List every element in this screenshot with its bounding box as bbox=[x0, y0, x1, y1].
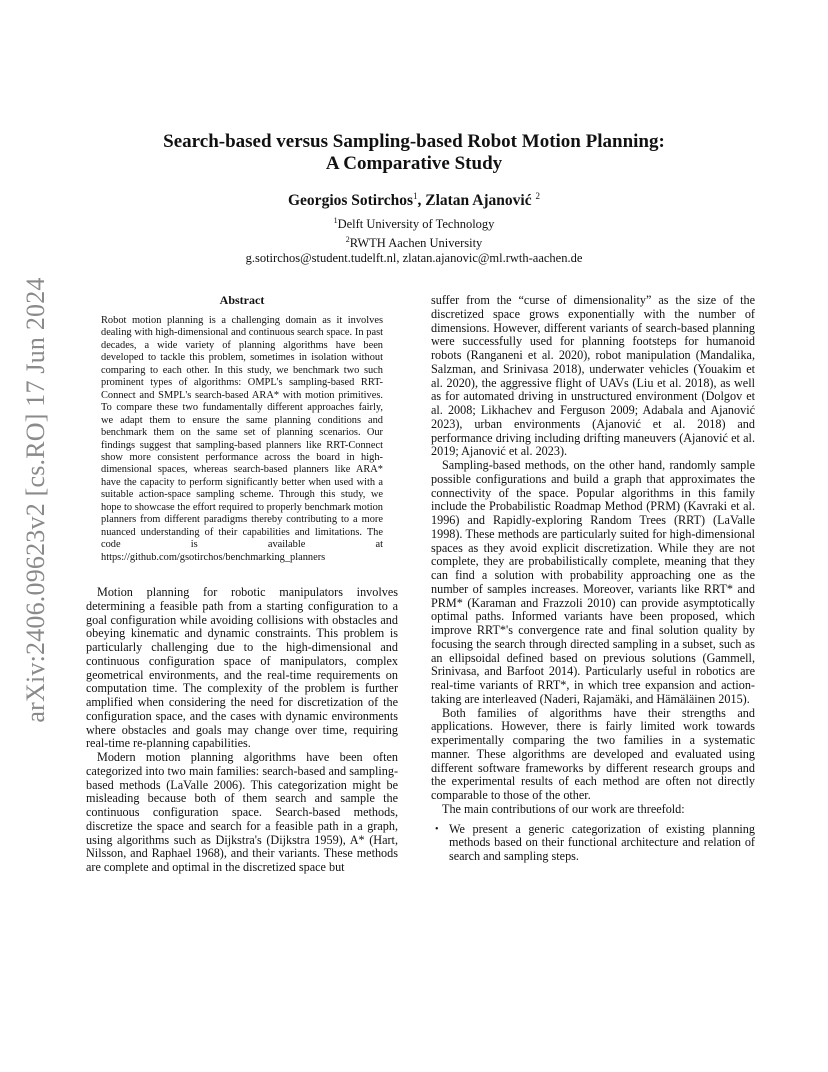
intro-paragraph: suffer from the “curse of dimensionality” as the size of the discretized space grows exponentially with the number of dimensions. However, different variants of search-based planning were successfully used for planning footsteps for humanoid robots (Ranganeni et al. 2020), robot manipulation (Mandalika, Salzman, and Srinivasa 2018), underwater vehicles (Youakim et al. 2020), the aggressive flight of UAVs (Liu et al. 2018), as well as for automated driving in unstructured environment (Dolgov et al. 2008; Likhachev and Ferguson 2009; Adabala and Ajanović 2023), urban environments (Ajanović et al. 2018) and performance driving including drifting maneuvers (Ajanović et al. 2019; Ajanović et al. 2023). bbox=[431, 293, 755, 459]
abstract-body: Robot motion planning is a challenging domain as it involves dealing with high-dimensional and continuous search space. In past decades, a wide variety of planning algorithms have been developed to tackle this problem, sometimes in isolation without comparing to each other. In this study, we benchmark two such prominent types of algorithms: OMPL's sampling-based RRT-Connect and SMPL's search-based ARA* with motion primitives. To compare these two fundamentally different approaches fairly, we adapt them to ensure the same planning conditions and benchmark them on the same set of planning scenarios. Our findings suggest that sampling-based planners like RRT-Connect show more consistent performance across the board in high-dimensional spaces, whereas search-based planners like ARA* have the capacity to perform significantly better when used with a suitable action-space sampling scheme. Through this study, we hope to showcase the effort required to properly benchmark motion planners from different paradigms thereby contributing to a more nuanced understanding of their capabilities and limitations. The code is available at https://github.com/gsotirchos/benchmarking_planners bbox=[101, 315, 383, 563]
bullet-icon: • bbox=[435, 823, 439, 835]
contributions-intro: The main contributions of our work are threefold: bbox=[442, 801, 685, 816]
title-line-2: A Comparative Study bbox=[325, 153, 503, 174]
affiliations bbox=[0, 213, 828, 266]
intro-paragraph: Modern motion planning algorithms have been often categorized into two main families: search-based and sampling-based methods (LaValle 2006). This categorization might be misleading because both of them search and sample the continuous configuration space. Search-based methods, discretize the space and search for a feasible path in a graph, using algorithms such as Dijkstra's (Dijkstra 1959), A* (Hart, Nilsson, and Raphael 1968), and their variants. These methods are complete and optimal in the discretized space but bbox=[86, 750, 398, 875]
affil-mark: 1 bbox=[333, 216, 338, 225]
affiliation bbox=[0, 213, 828, 232]
arxiv-identifier: arXiv:2406.09623v2 [cs.RO] 17 Jun 2024 bbox=[21, 277, 50, 723]
author-name: Georgios Sotirchos bbox=[288, 192, 413, 210]
list-item bbox=[431, 823, 755, 864]
title-line-1: Search-based versus Sampling-based Robot Motion Planning: bbox=[163, 131, 665, 152]
intro-paragraph: Sampling-based methods, on the other hand, randomly sample possible configurations and build a graph that approximates the connectivity of the space. Popular algorithms in this family include the Probabilistic Roadmap Method (PRM) (Kavraki et al. 1996) and Rapidly-exploring Random Trees (RRT) (LaValle 1998). These methods are particularly suited for high-dimensional spaces as they avoid explicit discretization. While they are not complete, they are probabilistically complete, meaning that they can find a solution with probability approaching one as the number of samples increases. Moreover, variants like RRT* and PRM* (Karaman and Frazzoli 2010) can provide asymptotically optimal paths. Informed variants have been proposed, which improve RRT*'s convergence rate and final solution quality by focusing the search through directed sampling in a subset, such as an ellipsoidal defined based on previous solutions (Gammell, Srinivasa, and Barfoot 2014). Particularly useful in robotics are real-time variants of RRT*, in which tree expansion and action-taking are interleaved (Naderi, Rajamäki, and Hämäläinen 2015). bbox=[431, 458, 755, 706]
right-column bbox=[431, 294, 755, 864]
author-list bbox=[0, 191, 828, 210]
intro-paragraph: Both families of algorithms have their strengths and applications. However, there is fairly limited work towards experimentally comparing the two families in a systematic manner. These algorithms are developed and evaluated using different software frameworks by different research groups and the experimental results of each method are often not directly comparable to those of the other. bbox=[431, 705, 755, 802]
author-name: Zlatan Ajanović bbox=[425, 192, 532, 210]
abstract-heading: Abstract bbox=[219, 293, 265, 307]
list-item-text: We present a generic categorization of existing planning methods based on their functional architecture and relation of search and sampling steps. bbox=[449, 821, 755, 863]
author-emails: g.sotirchos@student.tudelft.nl, zlatan.ajanovic@ml.rwth-aachen.de bbox=[245, 251, 583, 266]
author-affil-mark: 2 bbox=[535, 191, 540, 201]
affil-name: RWTH Aachen University bbox=[349, 236, 483, 251]
intro-paragraph: Motion planning for robotic manipulators involves determining a feasible path from a starting configuration to a goal configuration while avoiding collisions with obstacles and obeying kinematic and dynamic constraints. This problem is particularly challenging due to the high-dimensional and continuous configuration space of manipulators, complex geometrical environments, and the real-time requirements on computation time. The complexity of the problem is further amplified when considering the need for discretization of the configuration space, and the cases with dynamic environments where obstacles and goals may change over time, requiring real-time re-planning capabilities. bbox=[86, 585, 398, 751]
paper-title bbox=[0, 131, 828, 175]
author-affil-mark: 1 bbox=[413, 191, 418, 201]
author-separator: , bbox=[417, 192, 426, 210]
affil-mark: 2 bbox=[345, 235, 350, 245]
left-column bbox=[86, 293, 398, 875]
affil-name: Delft University of Technology bbox=[337, 217, 495, 232]
affiliation bbox=[0, 232, 828, 251]
arxiv-identifier-sidebar bbox=[14, 277, 58, 723]
contributions-list bbox=[431, 823, 755, 864]
